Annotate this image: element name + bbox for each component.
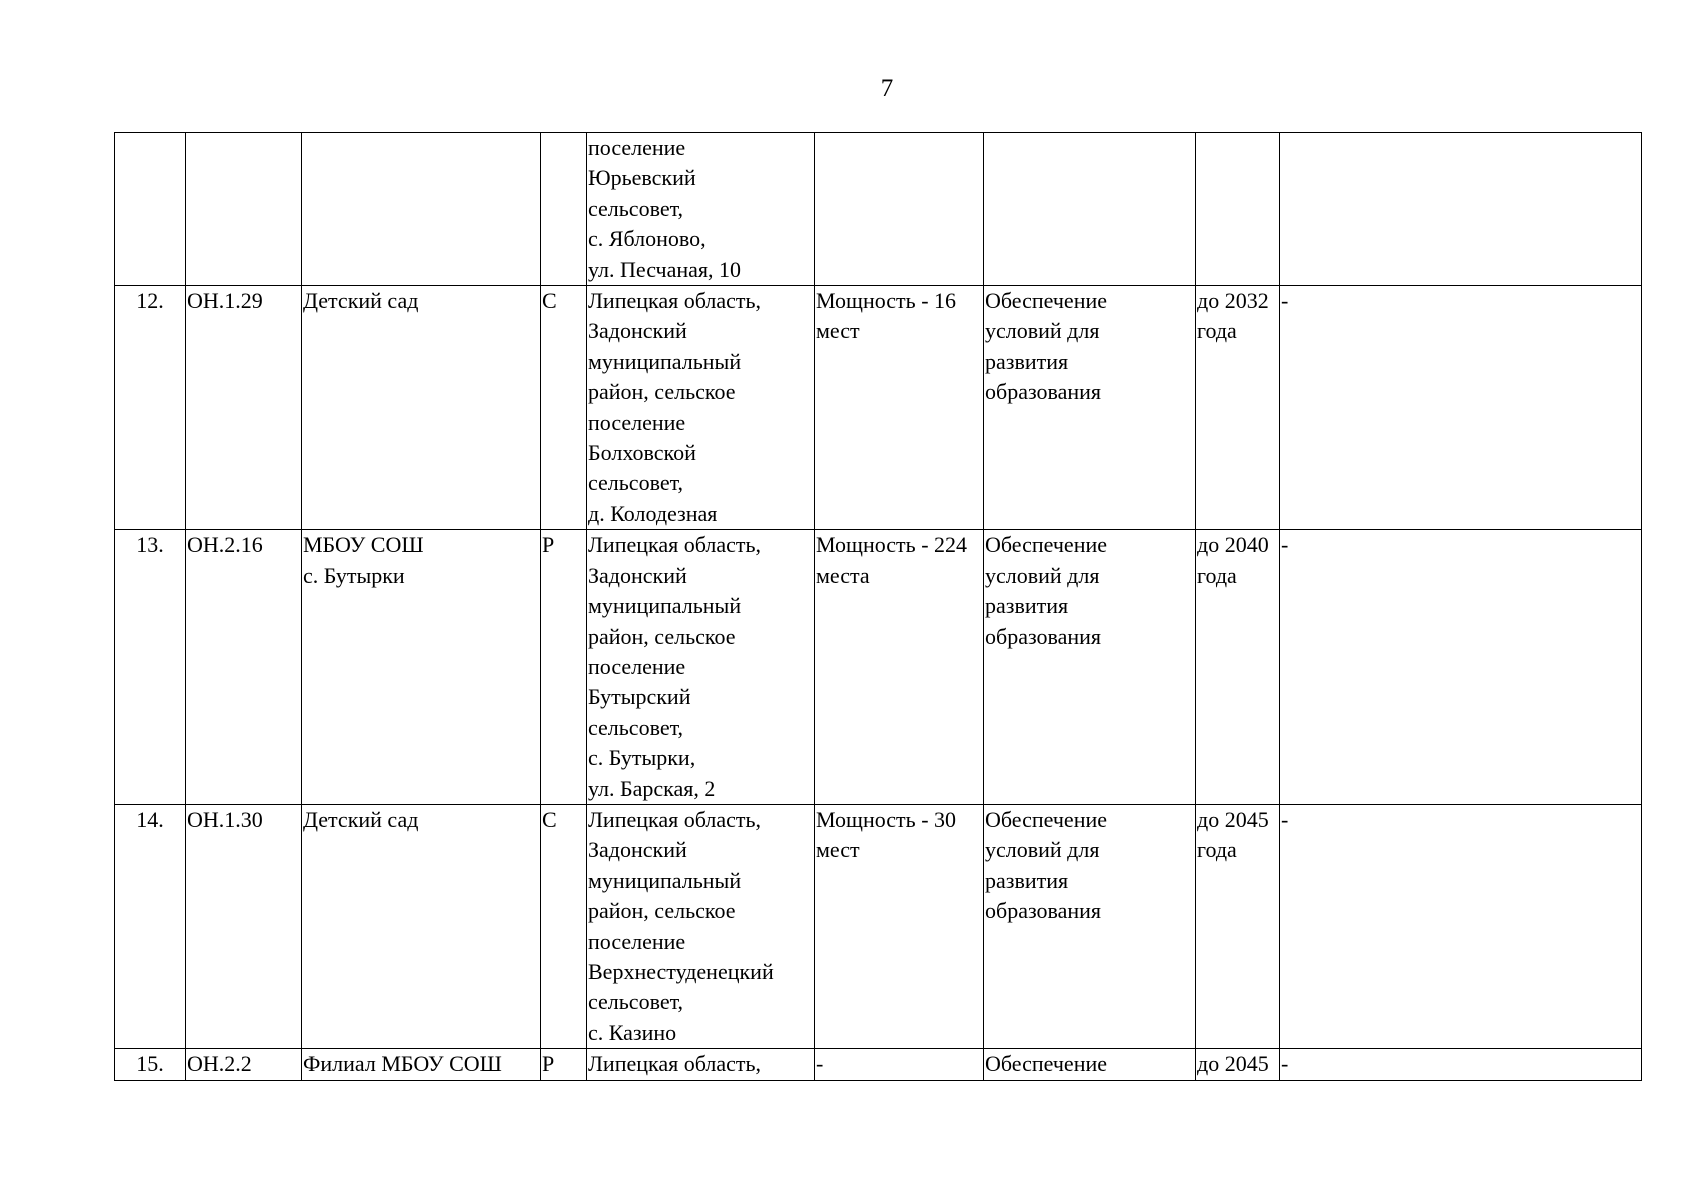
cell-location <box>587 804 815 1048</box>
cell-object-name <box>302 804 541 1048</box>
cell-object-name <box>302 1049 541 1080</box>
cell-capacity-line: места <box>816 562 870 588</box>
cell-deadline <box>1196 804 1280 1048</box>
cell-location-line: ул. Песчаная, 10 <box>588 256 742 282</box>
cell-location <box>587 1049 815 1080</box>
cell-location-line: Липецкая область, <box>588 532 762 558</box>
cell-deadline-line: до 2032 <box>1197 288 1269 314</box>
cell-deadline <box>1196 286 1280 530</box>
cell-location <box>587 133 815 286</box>
page-number: 7 <box>880 75 894 102</box>
cell-location-line: Болховской <box>588 440 696 466</box>
cell-type: Р <box>541 530 587 805</box>
cell-capacity <box>815 530 984 805</box>
cell-note: - <box>1280 286 1642 530</box>
cell-location-line: Липецкая область, <box>588 1051 762 1077</box>
cell-location-line: Юрьевский <box>588 165 696 191</box>
cell-capacity <box>815 286 984 530</box>
cell-purpose-line: развития <box>985 348 1069 374</box>
cell-location-line: сельсовет, <box>588 470 684 496</box>
cell-location-line: район, сельское <box>588 379 736 405</box>
cell-purpose <box>984 286 1196 530</box>
cell-location-line: Задонский <box>588 318 687 344</box>
cell-location-line: сельсовет, <box>588 195 684 221</box>
cell-location-line: муниципальный <box>588 348 742 374</box>
cell-purpose-line: условий для <box>985 318 1100 344</box>
cell-location-line: ул. Барская, 2 <box>588 775 716 801</box>
cell-purpose <box>984 1049 1196 1080</box>
cell-note: - <box>1280 530 1642 805</box>
cell-object-name-line: Филиал МБОУ СОШ <box>303 1051 502 1077</box>
cell-location-line: с. Бутырки, <box>588 745 696 771</box>
cell-note: - <box>1280 804 1642 1048</box>
cell-object-name-line: МБОУ СОШ <box>303 532 424 558</box>
cell-note: - <box>1280 1049 1642 1080</box>
cell-capacity <box>815 804 984 1048</box>
cell-capacity-line: - <box>816 1051 824 1077</box>
cell-capacity <box>815 133 984 286</box>
cell-purpose-line: Обеспечение <box>985 532 1107 558</box>
cell-purpose-line: Обеспечение <box>985 1051 1107 1077</box>
cell-location-line: Верхнестуденецкий <box>588 958 774 984</box>
table-row <box>115 530 1642 805</box>
cell-location-line: Задонский <box>588 837 687 863</box>
cell-purpose-line: развития <box>985 593 1069 619</box>
cell-capacity-line: Мощность - 30 <box>816 806 957 832</box>
cell-code: ОН.1.29 <box>186 286 302 530</box>
cell-location-line: район, сельское <box>588 898 736 924</box>
table-row <box>115 133 1642 286</box>
cell-location-line: с. Яблоново, <box>588 226 706 252</box>
cell-number: 13. <box>115 530 186 805</box>
cell-location-line: д. Колодезная <box>588 500 718 526</box>
cell-location <box>587 530 815 805</box>
cell-purpose <box>984 530 1196 805</box>
cell-location-line: сельсовет, <box>588 989 684 1015</box>
cell-purpose <box>984 804 1196 1048</box>
cell-location-line: поселение <box>588 928 686 954</box>
cell-object-name <box>302 530 541 805</box>
cell-number <box>115 133 186 286</box>
cell-capacity <box>815 1049 984 1080</box>
cell-object-name-line: Детский сад <box>303 806 419 832</box>
cell-object-name <box>302 133 541 286</box>
cell-capacity-line: Мощность - 224 <box>816 532 968 558</box>
table-body <box>115 133 1642 1081</box>
cell-location-line: муниципальный <box>588 867 742 893</box>
cell-type <box>541 133 587 286</box>
cell-deadline-line: до 2045 <box>1197 806 1269 832</box>
cell-purpose-line: Обеспечение <box>985 806 1107 832</box>
cell-purpose-line: условий для <box>985 837 1100 863</box>
cell-purpose-line: Обеспечение <box>985 288 1107 314</box>
cell-type: С <box>541 804 587 1048</box>
cell-number: 14. <box>115 804 186 1048</box>
cell-object-name <box>302 286 541 530</box>
cell-deadline-line: до 2045 <box>1197 1051 1269 1077</box>
cell-deadline <box>1196 530 1280 805</box>
cell-note <box>1280 133 1642 286</box>
cell-location-line: район, сельское <box>588 623 736 649</box>
cell-purpose-line: образования <box>985 379 1102 405</box>
cell-deadline <box>1196 133 1280 286</box>
cell-capacity-line: мест <box>816 837 860 863</box>
cell-location-line: Липецкая область, <box>588 806 762 832</box>
cell-purpose-line: условий для <box>985 562 1100 588</box>
cell-location-line: поселение <box>588 135 686 160</box>
cell-object-name-line: Детский сад <box>303 288 419 314</box>
table-row <box>115 286 1642 530</box>
cell-code: ОН.1.30 <box>186 804 302 1048</box>
cell-type: С <box>541 286 587 530</box>
cell-deadline-line: года <box>1197 837 1237 863</box>
cell-capacity-line: Мощность - 16 <box>816 288 957 314</box>
cell-location-line: Задонский <box>588 562 687 588</box>
cell-deadline-line: года <box>1197 562 1237 588</box>
cell-type: Р <box>541 1049 587 1080</box>
cell-location-line: Липецкая область, <box>588 288 762 314</box>
cell-purpose-line: образования <box>985 623 1102 649</box>
cell-location-line: сельсовет, <box>588 714 684 740</box>
cell-purpose-line: образования <box>985 898 1102 924</box>
cell-location <box>587 286 815 530</box>
cell-location-line: Бутырский <box>588 684 691 710</box>
cell-location-line: муниципальный <box>588 593 742 619</box>
cell-location-line: с. Казино <box>588 1019 677 1045</box>
cell-number: 12. <box>115 286 186 530</box>
cell-code: ОН.2.16 <box>186 530 302 805</box>
cell-capacity-line: мест <box>816 318 860 344</box>
objects-table <box>114 132 1642 1081</box>
cell-location-line: поселение <box>588 409 686 435</box>
cell-object-name-line: с. Бутырки <box>303 562 405 588</box>
cell-purpose-line: развития <box>985 867 1069 893</box>
table-row <box>115 1049 1642 1080</box>
cell-code <box>186 133 302 286</box>
cell-number: 15. <box>115 1049 186 1080</box>
table-row <box>115 804 1642 1048</box>
cell-location-line: поселение <box>588 653 686 679</box>
cell-purpose <box>984 133 1196 286</box>
cell-code: ОН.2.2 <box>186 1049 302 1080</box>
cell-deadline-line: до 2040 <box>1197 532 1269 558</box>
cell-deadline-line: года <box>1197 318 1237 344</box>
cell-deadline <box>1196 1049 1280 1080</box>
